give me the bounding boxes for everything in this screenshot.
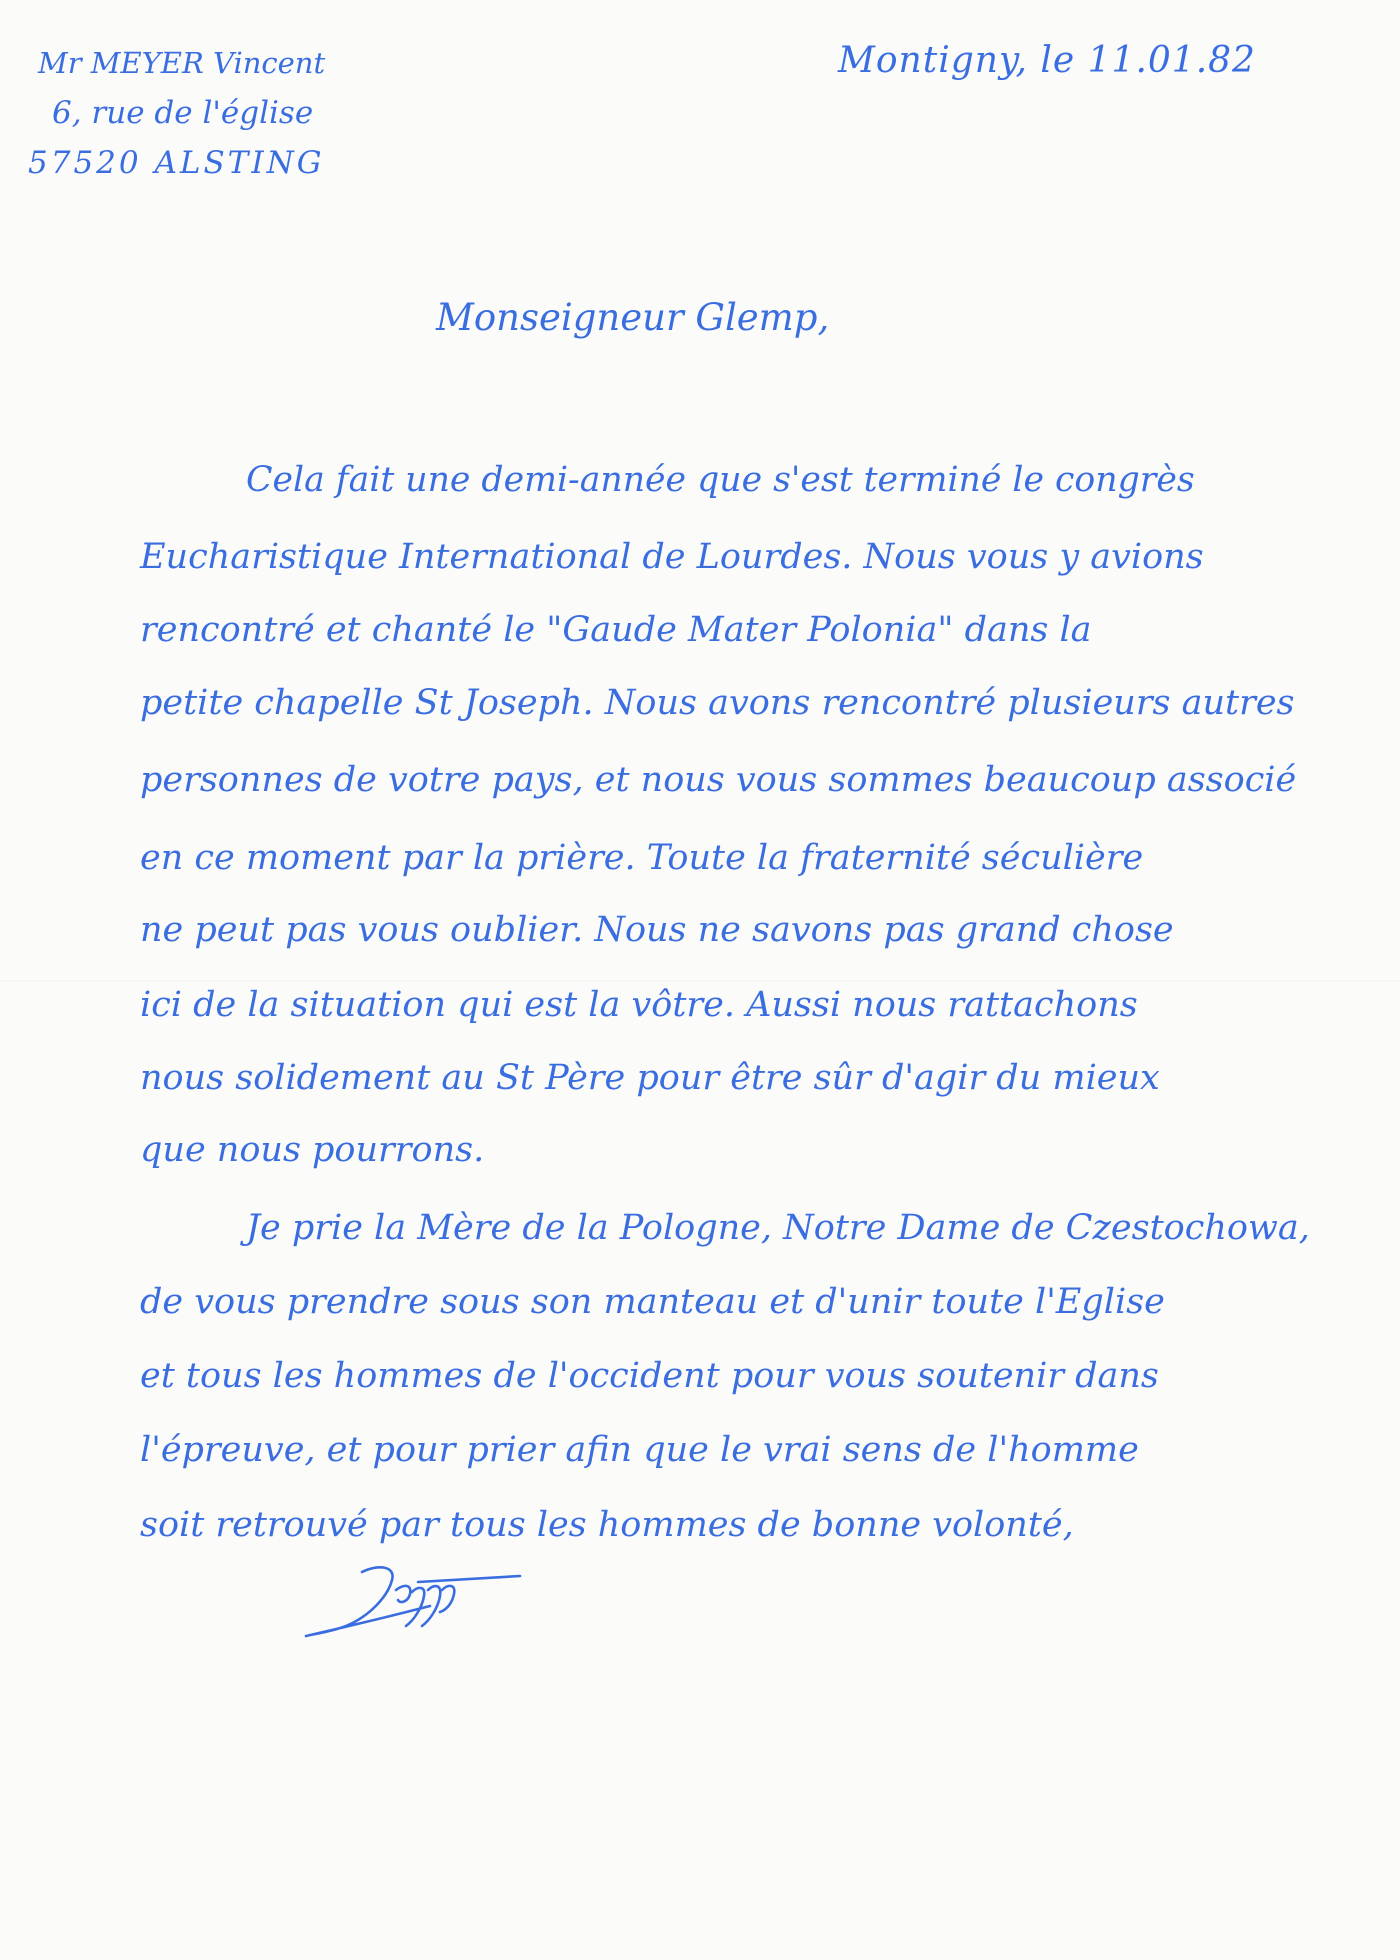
handwritten-signature xyxy=(300,1560,530,1650)
paper-fold-line xyxy=(0,980,1400,982)
sender-name: Mr MEYER Vincent xyxy=(38,46,326,80)
salutation: Monseigneur Glemp, xyxy=(436,296,830,339)
body-line: de vous prendre sous son manteau et d'unir toute l'Eglise xyxy=(140,1282,1165,1322)
body-line: et tous les hommes de l'occident pour vous soutenir dans xyxy=(140,1356,1159,1396)
sender-street: 6, rue de l'église xyxy=(52,95,314,131)
body-line: que nous pourrons. xyxy=(140,1130,485,1170)
body-line: petite chapelle St Joseph. Nous avons rencontré plusieurs autres xyxy=(140,683,1295,723)
body-line: personnes de votre pays, et nous vous sommes beaucoup associé xyxy=(140,760,1297,800)
body-line: ici de la situation qui est la vôtre. Aussi nous rattachons xyxy=(140,985,1138,1025)
body-line: l'épreuve, et pour prier afin que le vrai sens de l'homme xyxy=(140,1430,1139,1470)
body-line: Cela fait une demi-année que s'est terminé le congrès xyxy=(246,460,1195,500)
body-line: nous solidement au St Père pour être sûr d'agir du mieux xyxy=(140,1058,1160,1098)
body-line: Je prie la Mère de la Pologne, Notre Dame de Czestochowa, xyxy=(246,1208,1310,1248)
body-line: soit retrouvé par tous les hommes de bonne volonté, xyxy=(140,1505,1074,1545)
place-and-date: Montigny, le 11.01.82 xyxy=(838,40,1256,81)
body-line: rencontré et chanté le "Gaude Mater Polonia" dans la xyxy=(140,610,1092,650)
body-line: en ce moment par la prière. Toute la fraternité séculière xyxy=(140,838,1144,878)
body-line: ne peut pas vous oublier. Nous ne savons pas grand chose xyxy=(140,910,1174,950)
sender-address xyxy=(28,38,325,188)
sender-city: 57520 ALSTING xyxy=(28,145,325,181)
body-line: Eucharistique International de Lourdes. Nous vous y avions xyxy=(140,537,1204,577)
